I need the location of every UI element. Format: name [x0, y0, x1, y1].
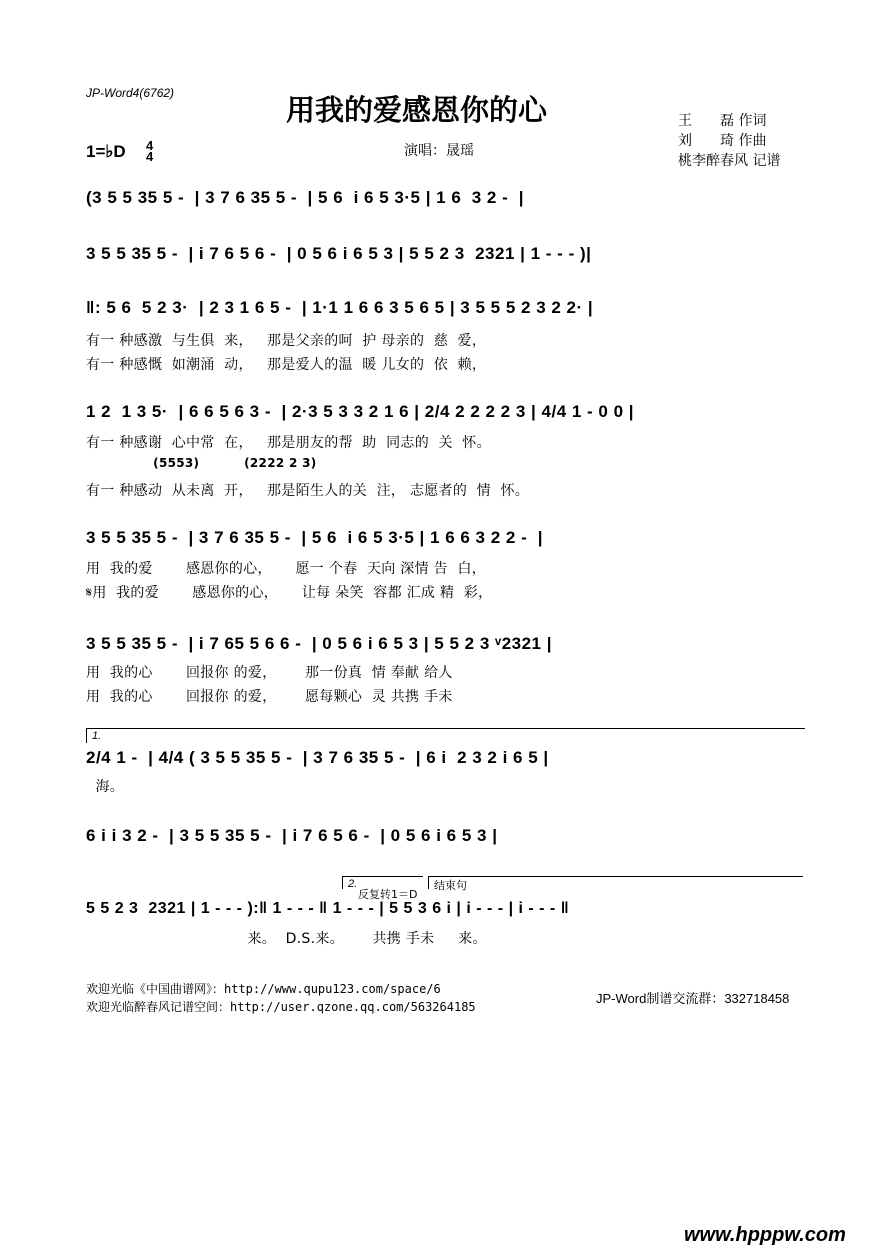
- lyric-line: 有一 种感慨 如潮涌 动， 那是爱人的温 暖 儿女的 依 赖，: [86, 357, 487, 373]
- lyric-line: 用 我的爱 感恩你的心， 愿一 个春 天向 深情 告 白，: [86, 561, 487, 577]
- lyric-line: 来。 D.S.来。 共携 手未 来。: [86, 931, 487, 947]
- lyric-line: 有一 种感动 从未离 开， 那是陌生人的关 注， 志愿者的 情 怀。: [86, 483, 530, 499]
- score-line-3: ‖: 5 6 5 2 3· | 2 3 1 6 5 - | 1·1 1 6 6 3 5 6 5 | 3 5 5 5 2 3 2 2· |: [86, 298, 594, 317]
- lyric-line: 海。: [86, 779, 125, 795]
- singer: 演唱：晟瑶: [404, 143, 474, 159]
- footer-link-qupu[interactable]: 欢迎光临《中国曲谱网》：http://www.qupu123.com/space/6: [86, 982, 441, 996]
- score-line-9: 5 5 2 3 2321 | 1 - - - ):‖ 1 - - - ‖ 1 - - - | 5 5 3 6 i | i - - - | i - - - ‖: [86, 900, 570, 917]
- lyric-line: 𝄋用 我的爱 感恩你的心， 让每 朵笑 容都 汇成 精 彩，: [86, 585, 493, 601]
- score-line-5: 3 5 5 35 5 - | 3 7 6 35 5 - | 5 6 i 6 5 3·5 | 1 6 6 3 2 2 - |: [86, 528, 543, 547]
- score-line-4: 1 2 1 3 5· | 6 6 5 6 3 - | 2·3 5 3 3 2 1 6 | 2/4 2 2 2 2 3 | 4/4 1 - 0 0 |: [86, 402, 635, 421]
- first-ending-bracket: [86, 728, 805, 743]
- footer-group: JP-Word制谱交流群：332718458: [596, 991, 790, 1006]
- score-line-7: 2/4 1 - | 4/4 ( 3 5 5 35 5 - | 3 7 6 35 5 - | 6 i 2 3 2 i 6 5 |: [86, 748, 549, 767]
- composer-credit: 刘 琦 作曲: [678, 133, 767, 149]
- repeat-key-change: 反复转1＝D: [358, 888, 418, 901]
- watermark: www.hpppw.com: [684, 1224, 846, 1246]
- page-title: 用我的爱感恩你的心: [286, 93, 548, 127]
- key-signature: 1=♭D: [86, 142, 126, 161]
- score-line-2: 3 5 5 35 5 - | i 7 6 5 6 - | 0 5 6 i 6 5 3 | 5 5 2 3 2321 | 1 - - - )|: [86, 244, 592, 263]
- score-line-8: 6 i i 3 2 - | 3 5 5 35 5 - | i 7 6 5 6 - | 0 5 6 i 6 5 3 |: [86, 826, 498, 845]
- lyric-line: 用 我的心 回报你 的爱， 那一份真 情 奉献 给人: [86, 665, 453, 681]
- lyric-line: 用 我的心 回报你 的爱， 愿每颗心 灵 共携 手未: [86, 689, 453, 705]
- coda-label: 结束句: [434, 879, 467, 892]
- score-line-1: (3 5 5 35 5 - | 3 7 6 35 5 - | 5 6 i 6 5 3·5 | 1 6 3 2 - |: [86, 188, 524, 207]
- coda-bracket: [428, 876, 803, 889]
- alt-notes-line: (5553) (2222 2 3): [86, 456, 317, 470]
- time-signature: 4 4: [146, 138, 154, 164]
- footer-link-qzone[interactable]: 欢迎光临醉春风记谱空间：http://user.qzone.qq.com/563264185: [86, 1000, 476, 1014]
- second-ending-label: 2.: [348, 878, 358, 890]
- first-ending-label: 1.: [92, 730, 102, 742]
- source-tag: JP-Word4(6762): [86, 86, 175, 100]
- lyric-line: 有一 种感谢 心中常 在， 那是朋友的帮 助 同志的 关 怀。: [86, 435, 491, 451]
- score-line-6: 3 5 5 35 5 - | i 7 65 5 6 6 - | 0 5 6 i 6 5 3 | 5 5 2 3 ᵛ2321 |: [86, 634, 552, 653]
- lyricist-credit: 王 磊 作词: [678, 113, 767, 129]
- transcriber-credit: 桃李醉春风 记谱: [678, 153, 781, 169]
- lyric-line: 有一 种感激 与生俱 来， 那是父亲的呵 护 母亲的 慈 爱，: [86, 333, 487, 349]
